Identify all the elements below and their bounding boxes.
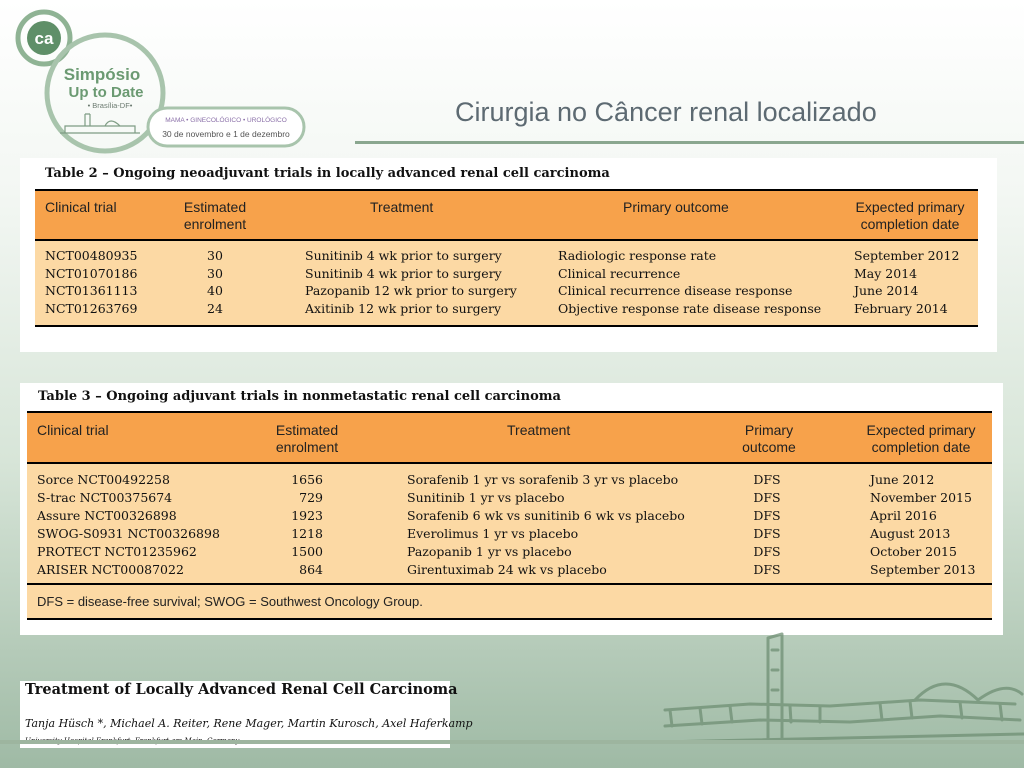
table2-cell-treatment: Axitinib 12 wk prior to surgery (305, 300, 502, 316)
table3-header-enrol-line2: enrolment (275, 439, 339, 455)
title-underline (355, 141, 1024, 144)
table3-cell-trial: S-trac NCT00375674 (37, 490, 173, 505)
table3-header-enrol (257, 422, 357, 456)
table2-cell-trial: NCT01361113 (45, 283, 138, 298)
table2-cell-outcome: Objective response rate disease response (558, 300, 822, 316)
table2-cell-trial: NCT00480935 (45, 248, 138, 263)
table2-header-enrol-line1: Estimated (183, 199, 247, 215)
table2-header-trial: Clinical trial (45, 199, 117, 215)
table2-cell-outcome: Radiologic response rate (558, 248, 717, 263)
table3-cell-enrol: 729 (299, 490, 323, 505)
table2-header-date-line2: completion date (860, 216, 960, 232)
table3-header-date-line2: completion date (871, 439, 971, 455)
table2-cell-trial: NCT01070186 (45, 265, 138, 281)
table3-header-treatment: Treatment (507, 422, 571, 438)
table2-caption: Table 2 – Ongoing neoadjuvant trials in locally advanced renal cell carcinoma (45, 166, 610, 181)
table3-cell-date: November 2015 (870, 490, 972, 505)
logo-dates: 30 de novembro e 1 de dezembro (162, 129, 290, 139)
table2-cell-outcome: Clinical recurrence disease response (558, 283, 793, 298)
table3-cell-trial: PROTECT NCT01235962 (37, 544, 197, 559)
table3-cell-treatment: Sorafenib 6 wk vs sunitinib 6 wk vs placebo (407, 508, 685, 523)
table2-header-treatment: Treatment (370, 199, 434, 215)
table2-header-date-line1: Expected primary (855, 199, 965, 215)
table2-cell-enrol: 30 (207, 248, 223, 263)
table3 (27, 411, 992, 620)
table3-cell-date: October 2015 (870, 544, 957, 559)
table2-cell-date: May 2014 (854, 265, 918, 281)
table3-cell-treatment: Everolimus 1 yr vs placebo (407, 526, 579, 541)
table3-footnote: DFS = disease-free survival; SWOG = Southwest Oncology Group. (37, 594, 423, 609)
table3-cell-date: June 2012 (870, 472, 935, 487)
table3-cell-enrol: 1923 (291, 508, 323, 523)
slide-title: Cirurgia no Câncer renal localizado (455, 97, 877, 127)
table3-header-enrol-line1: Estimated (275, 422, 339, 438)
table2-cell-date: September 2012 (854, 248, 960, 263)
logo-line1: Simpósio (63, 65, 141, 84)
table2-cell-treatment: Sunitinib 4 wk prior to surgery (305, 248, 502, 263)
table3-cell-outcome: DFS (753, 472, 781, 487)
building-illustration (660, 630, 1024, 768)
table3-cell-enrol: 1656 (291, 472, 323, 487)
paper-reference (20, 681, 473, 748)
table3-caption: Table 3 – Ongoing adjuvant trials in nonmetastatic renal cell carcinoma (38, 389, 561, 404)
table2-cell-date: February 2014 (854, 300, 948, 316)
table3-cell-enrol: 1218 (291, 526, 323, 541)
table3-header-outcome-line2: outcome (742, 439, 796, 455)
bottom-accent-bar (0, 740, 1024, 744)
table2-header-enrol-line2: enrolment (183, 216, 247, 232)
table3-cell-date: September 2013 (870, 562, 976, 577)
table3-cell-date: August 2013 (870, 526, 951, 541)
table2 (35, 189, 978, 327)
table2-cell-date: June 2014 (854, 283, 919, 298)
table3-cell-outcome: DFS (753, 544, 781, 559)
table3-cell-enrol: 1500 (291, 544, 323, 559)
logo-specialties: MAMA • GINECOLÓGICO • UROLÓGICO (165, 117, 287, 124)
table3-header-date-line1: Expected primary (866, 422, 976, 438)
table2-cell-enrol: 24 (207, 300, 223, 316)
logo-badge-text: ca (34, 29, 54, 48)
table3-cell-outcome: DFS (753, 508, 781, 523)
logo-line2: Up to Date (68, 84, 144, 101)
event-logo (10, 8, 310, 158)
table3-cell-outcome: DFS (753, 526, 781, 541)
table3-cell-trial: Sorce NCT00492258 (37, 472, 170, 487)
table3-cell-trial: ARISER NCT00087022 (37, 562, 184, 577)
table2-cell-outcome: Clinical recurrence (558, 265, 681, 281)
paper-title: Treatment of Locally Advanced Renal Cell Carcinoma (25, 681, 458, 698)
table3-header-date (853, 422, 989, 456)
table3-cell-treatment: Sunitinib 1 yr vs placebo (407, 490, 565, 505)
table2-header-enrol (165, 199, 265, 233)
table3-header (27, 413, 992, 464)
table3-header-outcome-line1: Primary (744, 422, 794, 438)
table2-header (35, 191, 978, 241)
table3-cell-date: April 2016 (870, 508, 937, 523)
table3-cell-trial: Assure NCT00326898 (37, 508, 177, 523)
table2-header-outcome: Primary outcome (623, 199, 729, 215)
table2-panel (20, 158, 997, 352)
paper-authors: Tanja Hüsch *, Michael A. Reiter, Rene Mager, Martin Kurosch, Axel Haferkamp (25, 717, 473, 730)
table3-cell-outcome: DFS (753, 490, 781, 505)
table2-cell-trial: NCT01263769 (45, 300, 138, 316)
table2-cell-treatment: Pazopanib 12 wk prior to surgery (305, 283, 517, 298)
table3-cell-treatment: Girentuximab 24 wk vs placebo (407, 562, 607, 577)
table3-cell-treatment: Pazopanib 1 yr vs placebo (407, 544, 572, 559)
table3-cell-enrol: 864 (299, 562, 323, 577)
table3-cell-trial: SWOG-S0931 NCT00326898 (37, 526, 220, 541)
table3-panel (20, 383, 1003, 635)
table3-cell-treatment: Sorafenib 1 yr vs sorafenib 3 yr vs placebo (407, 472, 679, 487)
logo-line3: • Brasília-DF• (87, 101, 133, 110)
table2-cell-enrol: 40 (207, 283, 223, 298)
table3-footnote-row (27, 583, 992, 618)
table2-header-date (845, 199, 975, 233)
table3-header-trial: Clinical trial (37, 422, 109, 438)
table2-cell-treatment: Sunitinib 4 wk prior to surgery (305, 265, 502, 281)
table3-cell-outcome: DFS (753, 562, 781, 577)
table2-cell-enrol: 30 (207, 265, 223, 281)
table3-header-outcome (727, 422, 811, 456)
